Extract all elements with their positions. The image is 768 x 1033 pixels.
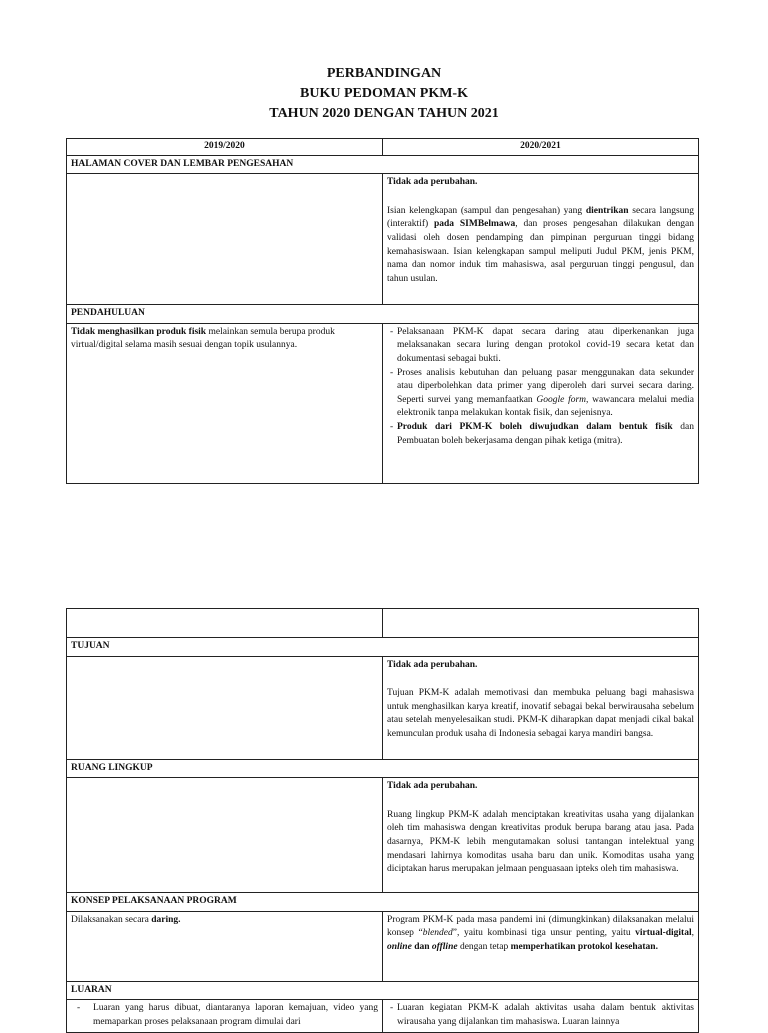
cover-right-cell <box>383 174 699 305</box>
list-item: - Luaran yang harus dibuat, diantaranya laporan kemajuan, video yang memaparkan proses pelaksanaan program dimulai dari <box>77 1003 378 1027</box>
column-header-2019-2020: 2019/2020 <box>67 139 383 156</box>
luaran-left-cell <box>67 1000 383 1032</box>
cover-description: Isian kelengkapan (sampul dan pengesahan) yang dientrikan secara langsung (interaktif) pada SIMBelmawa, dan proses pengesahan dilakukan dengan validasi oleh dosen pendamping dan pimpinan perguruan tinggi bidang kemahasiswaan. Isian kelengkapan sampul meliputi Judul PKM, jenis PKM, nama dan nomor induk tim mahasiswa, asal perguruan tinggi pengusul, dan tahun usulan. <box>387 205 695 284</box>
empty-header-row <box>67 609 699 638</box>
konsep-right-cell: Program PKM-K pada masa pandemi ini (dimungkinkan) dilaksanakan melalui konsep “blended”, yaitu kombinasi tiga unsur penting, yaitu virtual-digital, online dan offline dengan tetap memperhatikan protokol kesehatan. <box>383 911 699 981</box>
document-title <box>0 64 768 124</box>
list-item: - Luaran kegiatan PKM-K adalah aktivitas usaha dalam bentuk aktivitas wirausaha yang dijalankan tim mahasiswa. Luaran lainnya <box>390 1003 694 1027</box>
pendahuluan-right-list <box>387 326 694 448</box>
list-item: - Proses analisis kebutuhan dan peluang pasar menggunakan data sekunder atau diperbolehkan data primer yang diperoleh dari survei secara daring. Seperti survei yang memanfaatkan Google form, wawancara melalui media elektronik tanpa melakukan kontak fisik, dan sejenisnya. <box>390 367 695 419</box>
column-header-2020-2021: 2020/2021 <box>383 139 699 156</box>
tujuan-right-cell <box>383 656 699 759</box>
column-header-row <box>67 139 699 156</box>
list-item: - Produk dari PKM-K boleh diwujudkan dalam bentuk fisik dan Pembuatan boleh bekerjasama dengan pihak ketiga (mitra). <box>390 421 694 446</box>
pendahuluan-left-text: melainkan semula berupa produk virtual/digital selama masih sesuai dengan topik usulannya. <box>71 326 335 351</box>
section-heading-cover: HALAMAN COVER DAN LEMBAR PENGESAHAN <box>67 155 699 174</box>
section-row-pendahuluan <box>67 305 699 324</box>
pendahuluan-left-bold: Tidak menghasilkan produk fisik <box>71 326 207 337</box>
section-row-luaran <box>67 981 699 1000</box>
ruang-lingkup-left-cell <box>67 778 383 893</box>
section-heading-ruang-lingkup: RUANG LINGKUP <box>67 759 699 778</box>
list-item: - Pelaksanaan PKM-K dapat secara daring atau diperkenankan juga melaksanakan secara luring dengan protokol covid-19 secara ketat dan dokumentasi sebagai bukti. <box>390 326 694 364</box>
cover-left-cell <box>67 174 383 305</box>
section-row-cover <box>67 155 699 174</box>
content-row-ruang-lingkup <box>67 778 699 893</box>
content-row-luaran <box>67 1000 699 1032</box>
tujuan-description: Tujuan PKM-K adalah memotivasi dan membuka peluang bagi mahasiswa untuk menghasilkan karya kreatif, inovatif sebagai bekal berwirausaha sebelum atau setelah menyelesaikan studi. PKM-K diharapkan dapat menjadi cikal bakal kemunculan produk usaha di Indonesia sebagai karya mandiri bangsa. <box>387 688 694 739</box>
comparison-table-page-1 <box>66 138 699 484</box>
section-heading-luaran: LUARAN <box>67 981 699 1000</box>
title-line-1: PERBANDINGAN <box>326 66 442 81</box>
konsep-left-cell: Dilaksanakan secara daring. <box>67 911 383 981</box>
content-row-konsep <box>67 911 699 981</box>
cover-no-change-note: Tidak ada perubahan. <box>387 177 478 188</box>
content-row-cover <box>67 174 699 305</box>
tujuan-left-cell <box>67 656 383 759</box>
tujuan-no-change-note: Tidak ada perubahan. <box>387 659 478 670</box>
pendahuluan-left-cell <box>67 323 383 483</box>
luaran-right-cell <box>383 1000 699 1032</box>
ruang-lingkup-no-change-note: Tidak ada perubahan. <box>387 781 478 792</box>
luaran-left-list <box>71 1002 378 1029</box>
section-heading-konsep: KONSEP PELAKSANAAN PROGRAM <box>67 893 699 912</box>
title-line-3: TAHUN 2020 DENGAN TAHUN 2021 <box>269 106 499 121</box>
luaran-right-list <box>387 1002 694 1029</box>
empty-cell <box>383 609 699 638</box>
section-row-tujuan <box>67 638 699 657</box>
content-row-pendahuluan <box>67 323 699 483</box>
ruang-lingkup-description: Ruang lingkup PKM-K adalah menciptakan kreativitas usaha yang dijalankan oleh tim mahasiswa dengan kreativitas produk berupa barang atau jasa. Pada dasarnya, PKM-K lebih mengutamakan solusi tantangan intelektual yang mendasari lahirnya komoditas usaha baru dan unik. Komoditas usaha yang diciptakan harus merupakan jelmaan penguasaan ipteks oleh tim mahasiswa. <box>387 809 694 875</box>
section-row-konsep <box>67 893 699 912</box>
comparison-table-page-2 <box>66 608 699 1033</box>
pendahuluan-right-cell <box>383 323 699 483</box>
title-line-2: BUKU PEDOMAN PKM-K <box>300 86 468 101</box>
section-row-ruang-lingkup <box>67 759 699 778</box>
empty-cell <box>67 609 383 638</box>
section-heading-tujuan: TUJUAN <box>67 638 699 657</box>
ruang-lingkup-right-cell <box>383 778 699 893</box>
section-heading-pendahuluan: PENDAHULUAN <box>67 305 699 324</box>
content-row-tujuan <box>67 656 699 759</box>
